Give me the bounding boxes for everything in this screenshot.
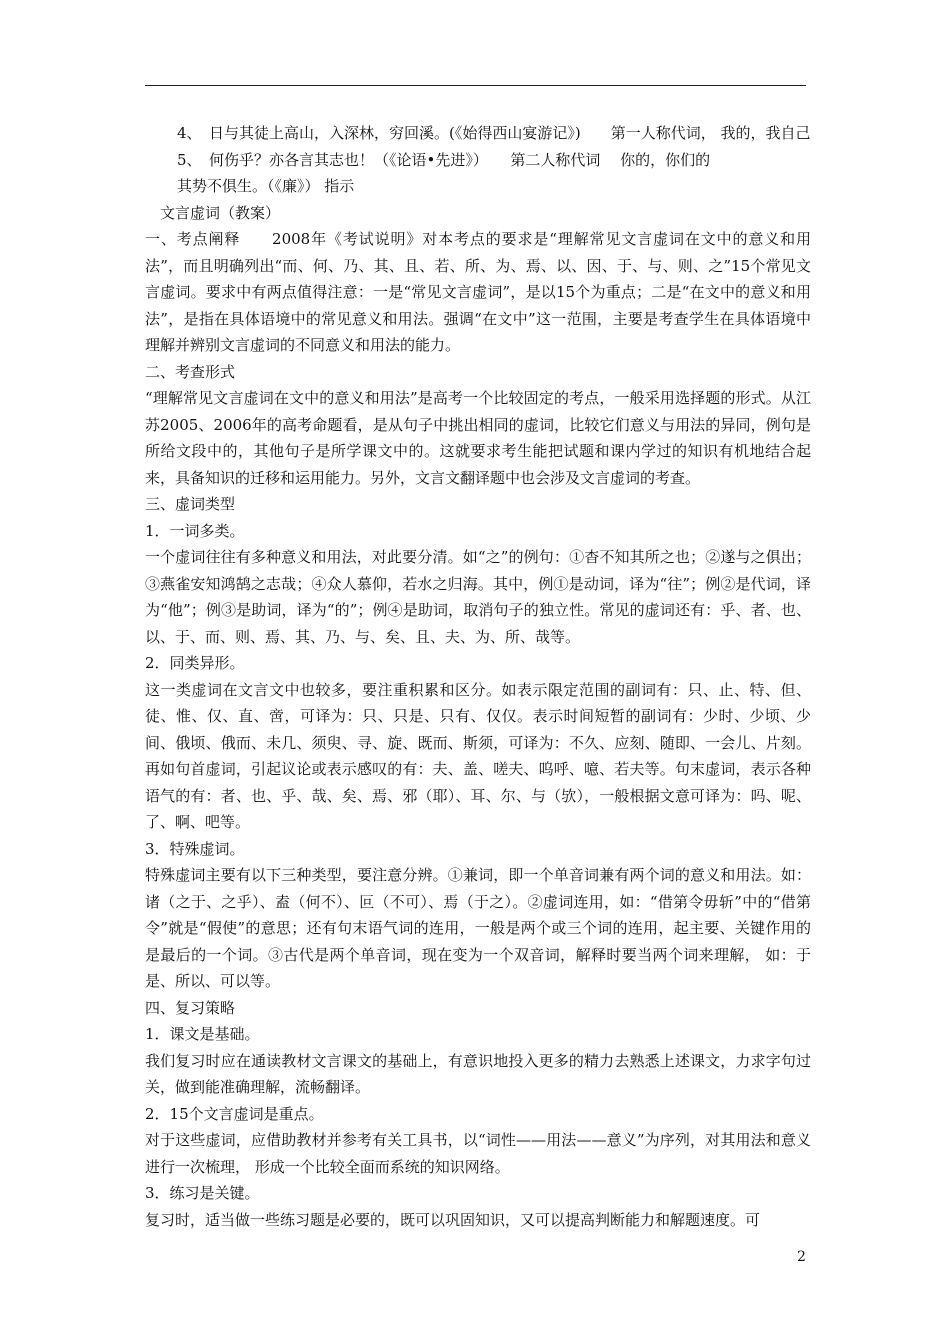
example-6: 其势不俱生。（《廉》） 指示 [177, 177, 355, 195]
subheading-3-1: 1．一词多类。 [145, 521, 245, 540]
header-rule [145, 85, 806, 86]
document-body [145, 120, 811, 1233]
section-2-heading: 二、考查形式 [145, 362, 236, 381]
subheading-4-1: 1．课文是基础。 [145, 1025, 260, 1043]
text-4-3: 复习时，适当做一些练习题是必要的，既可以巩固知识，又可以提高判断能力和解题速度。可 [145, 1210, 761, 1229]
example-5: 5、 何伤乎？亦各言其志也！（《论语•先进》） 第二人称代词 你的，你们的 [177, 150, 711, 169]
section-2-text: “理解常见文言虚词在文中的意义和用法”是高考一个比较固定的考点，一般采用选择题的形式。从江苏2005、2006年的高考命题看，是从句子中挑出相同的虚词，比较它们意义与用法的异同，例句是所给文段中的，其他句子是所学课文中的。这就要求考生能把试题和课内学过的知识有机地结合起来，具备知识的迁移和运用能力。另外，文言文翻译题中也会涉及文言虚词的考查。 [145, 389, 811, 487]
page-number: 2 [797, 1249, 806, 1265]
subheading-3-3: 3．特殊虚词。 [145, 839, 245, 858]
text-4-1: 我们复习时应在通读教材文言课文的基础上，有意识地投入更多的精力去熟悉上述课文，力求字句过关，做到能准确理解，流畅翻译。 [145, 1051, 811, 1096]
text-4-2: 对于这些虚词，应借助教材并参考有关工具书，以“词性——用法——意义”为序列，对其用法和意义进行一次梳理， 形成一个比较全面而系统的知识网络。 [145, 1131, 811, 1176]
text-3-1: 一个虚词往往有多种意义和用法，对此要分清。如“之”的例句：①杳不知其所之也；②遂与之俱出；③燕雀安知鸿鹄之志哉；④众人慕仰，若水之归海。其中，例①是动词，译为“往”；例②是代词，译为“他”；例③是助词，译为“的”；例④是助词，取消句子的独立性。常见的虚词还有：乎、者、也、以、于、而、则、焉、其、乃、与、矣、且、夫、为、所、哉等。 [145, 548, 811, 646]
text-3-2: 这一类虚词在文言文中也较多，要注重积累和区分。如表示限定范围的副词有：只、止、特、但、徒、惟、仅、直、啻，可译为：只、只是、只有、仅仅。表示时间短暂的副词有：少时、少顷、少间、俄顷、俄而、未几、须臾、寻、旋、既而、斯须，可译为：不久、应刻、随即、一会儿、片刻。再如句首虚词，引起议论或表示感叹的有：夫、盖、嗟夫、呜呼、噫、若夫等。句末虚词，表示各种语气的有：者、也、乎、哉、矣、焉、邪（耶）、耳、尔、与（欤），一般根据文意可译为：吗、呢、了、啊、吧等。 [145, 680, 811, 831]
section-3-heading: 三、虚词类型 [145, 495, 236, 513]
text-3-3: 特殊虚词主要有以下三种类型，要注意分辨。①兼词，即一个单音词兼有两个词的意义和用法。如：诸（之于、之乎）、盍（何不）、叵（不可）、焉（于之）。②虚词连用，如：“借第令毋斩”中的“借第令”就是“假使”的意思；还有句末语气词的连用，一般是两个或三个词的连用，起主要、关键作用的是最后的一个词。③古代是两个单音词，现在变为一个双音词，解释时要当两个词来理解， 如：于是、所以、可以等。 [145, 866, 811, 990]
section-title: 文言虚词（教案） [160, 203, 281, 222]
section-1-text: 一、考点阐释 2008年《考试说明》对本考点的要求是“理解常见文言虚词在文中的意义和用法”，而且明确列出“而、何、乃、其、且、若、所、为、焉、以、因、于、与、则、之”15个常见文言虚词。要求中有两点值得注意：一是“常见文言虚词”，是以15个为重点；二是“在文中的意义和用法”，是指在具体语境中的常见意义和用法。强调“在文中”这一范围，主要是考查学生在具体语境中理解并辨别文言虚词的不同意义和用法的能力。 [145, 230, 811, 354]
subheading-4-2: 2．15个文言虚词是重点。 [145, 1104, 324, 1123]
subheading-4-3: 3．练习是关键。 [145, 1184, 260, 1202]
section-4-heading: 四、复习策略 [145, 998, 236, 1017]
example-4: 4、 日与其徒上高山，入深林，穷回溪。(《始得西山宴游记》) 第一人称代词， 我的，我自己 [177, 124, 811, 142]
subheading-3-2: 2．同类异形。 [145, 654, 245, 672]
